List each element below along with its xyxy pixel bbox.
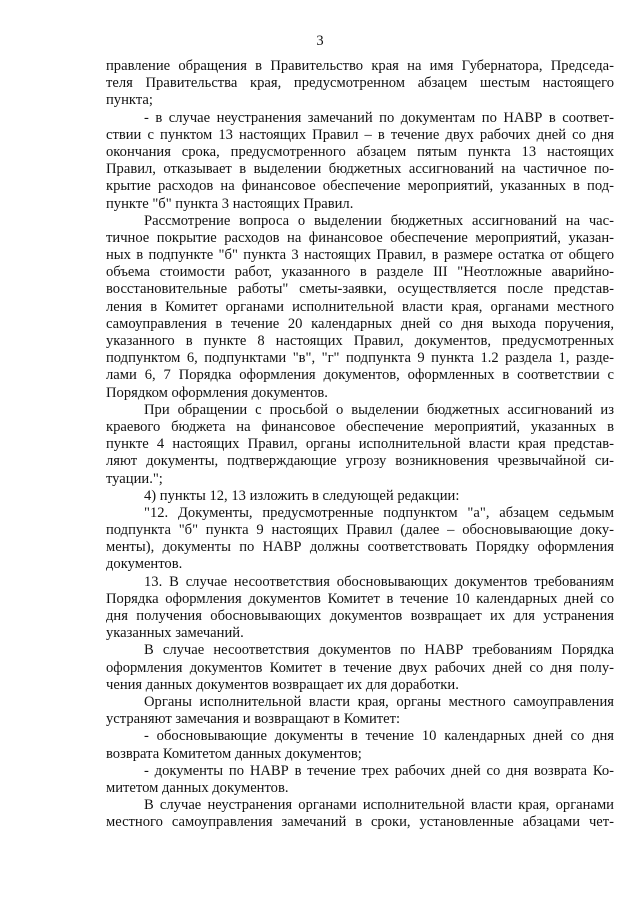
text-line: оформления документов Комитет в течение двух рабочих дней со дня полу- [106,659,614,676]
text-line: теля Правительства края, предусмотренном абзацем шестым настоящего [106,75,614,92]
text-line: возврата Комитетом данных документов; [106,745,362,762]
text-line: Рассмотрение вопроса о выделении бюджетных ассигнований на час- [144,212,614,229]
text-line: указанных замечаний. [106,625,244,642]
text-line: пункте 4 настоящих Правил, органы исполнительной власти края представ- [106,436,614,453]
text-line: менты), документы по НАВР должны соответствовать Порядку оформления [106,539,614,556]
text-line: документов. [106,556,183,573]
text-line: дня получения обосновывающих документов возвращает их для устранения [106,608,614,624]
text-line: - обосновывающие документы в течение 10 календарных дней со дня [144,728,614,745]
text-line: восстановительные работы" сметы-заявки, осуществляется после представ- [106,281,614,298]
document-body [106,58,614,831]
text-line: окончания срока, предусмотренного абзацем пятым пункта 13 настоящих [106,143,614,160]
text-line: Порядком оформления документов. [106,384,328,401]
text-line: В случае неустранения органами исполнительной власти края, органами [144,797,614,814]
text-line: В случае несоответствия документов по НАВР требованиям Порядка [144,642,614,659]
text-line: подпунктом 6, подпунктами "в", "г" подпункта 9 пункта 1.2 раздела 1, разде- [106,350,614,367]
text-line: ления в Комитет органами исполнительной власти края, органами местного [106,298,614,315]
text-line: пункте "б" пункта 3 настоящих Правил. [106,195,354,212]
text-line: 4) пункты 12, 13 изложить в следующей редакции: [144,487,460,504]
text-line: туации."; [106,470,163,487]
text-line: ствии с пунктом 13 настоящих Правил – в течение двух рабочих дней со дня [106,126,614,143]
text-line: ных в подпункте "б" пункта 3 настоящих Правил, в размере остатка от общего [106,247,614,264]
text-line: пункта; [106,92,153,109]
text-line: - в случае неустранения замечаний по документам по НАВР в соответ- [144,109,614,126]
text-line: митетом данных документов. [106,779,289,796]
text-line: "12. Документы, предусмотренные подпунктом "а", абзацем седьмым [144,504,614,521]
text-line: Органы исполнительной власти края, органы местного самоуправления [144,693,614,710]
text-line: указанного в пункте 8 настоящих Правил, документов, предусмотренных [106,333,614,349]
text-line: - документы по НАВР в течение трех рабочих дней со дня возврата Ко- [144,762,614,779]
text-line: ляют документы, подтверждающие угрозу возникновения чрезвычайной си- [106,453,614,470]
text-line: Порядка оформления документов Комитет в течение 10 календарных дней со [106,590,614,607]
text-line: правление обращения в Правительство края на имя Губернатора, Председа- [106,58,614,74]
text-line: устраняют замечания и возвращают в Комитет: [106,711,401,728]
text-line: краевого бюджета на финансовое обеспечение мероприятий, указанных в [106,418,614,435]
text-line: 13. В случае несоответствия обосновывающих документов требованиям [144,573,614,590]
text-line: Правил, отказывает в выделении бюджетных ассигнований на частичное по- [106,161,614,178]
page-number: 3 [316,33,324,49]
text-line: лами 6, 7 Порядка оформления документов, оформленных в соответствии с [106,367,614,384]
text-line: местного самоуправления замечаний в сроки, установленные абзацами чет- [106,814,614,831]
text-line: чения данных документов возвращает их для доработки. [106,676,459,693]
text-line: крытие расходов на финансовое обеспечение мероприятий, указанных в под- [106,178,614,195]
text-line: самоуправления в течение 20 календарных дней со дня выхода поручения, [106,315,614,332]
text-line: тичное покрытие расходов на финансовое обеспечение мероприятий, указан- [106,229,614,246]
text-line: подпункта "б" пункта 9 настоящих Правил (далее – обосновывающие доку- [106,522,614,539]
text-line: При обращении с просьбой о выделении бюджетных ассигнований из [144,401,614,418]
text-line: объема стоимости работ, указанного в разделе III "Неотложные аварийно- [106,264,614,281]
